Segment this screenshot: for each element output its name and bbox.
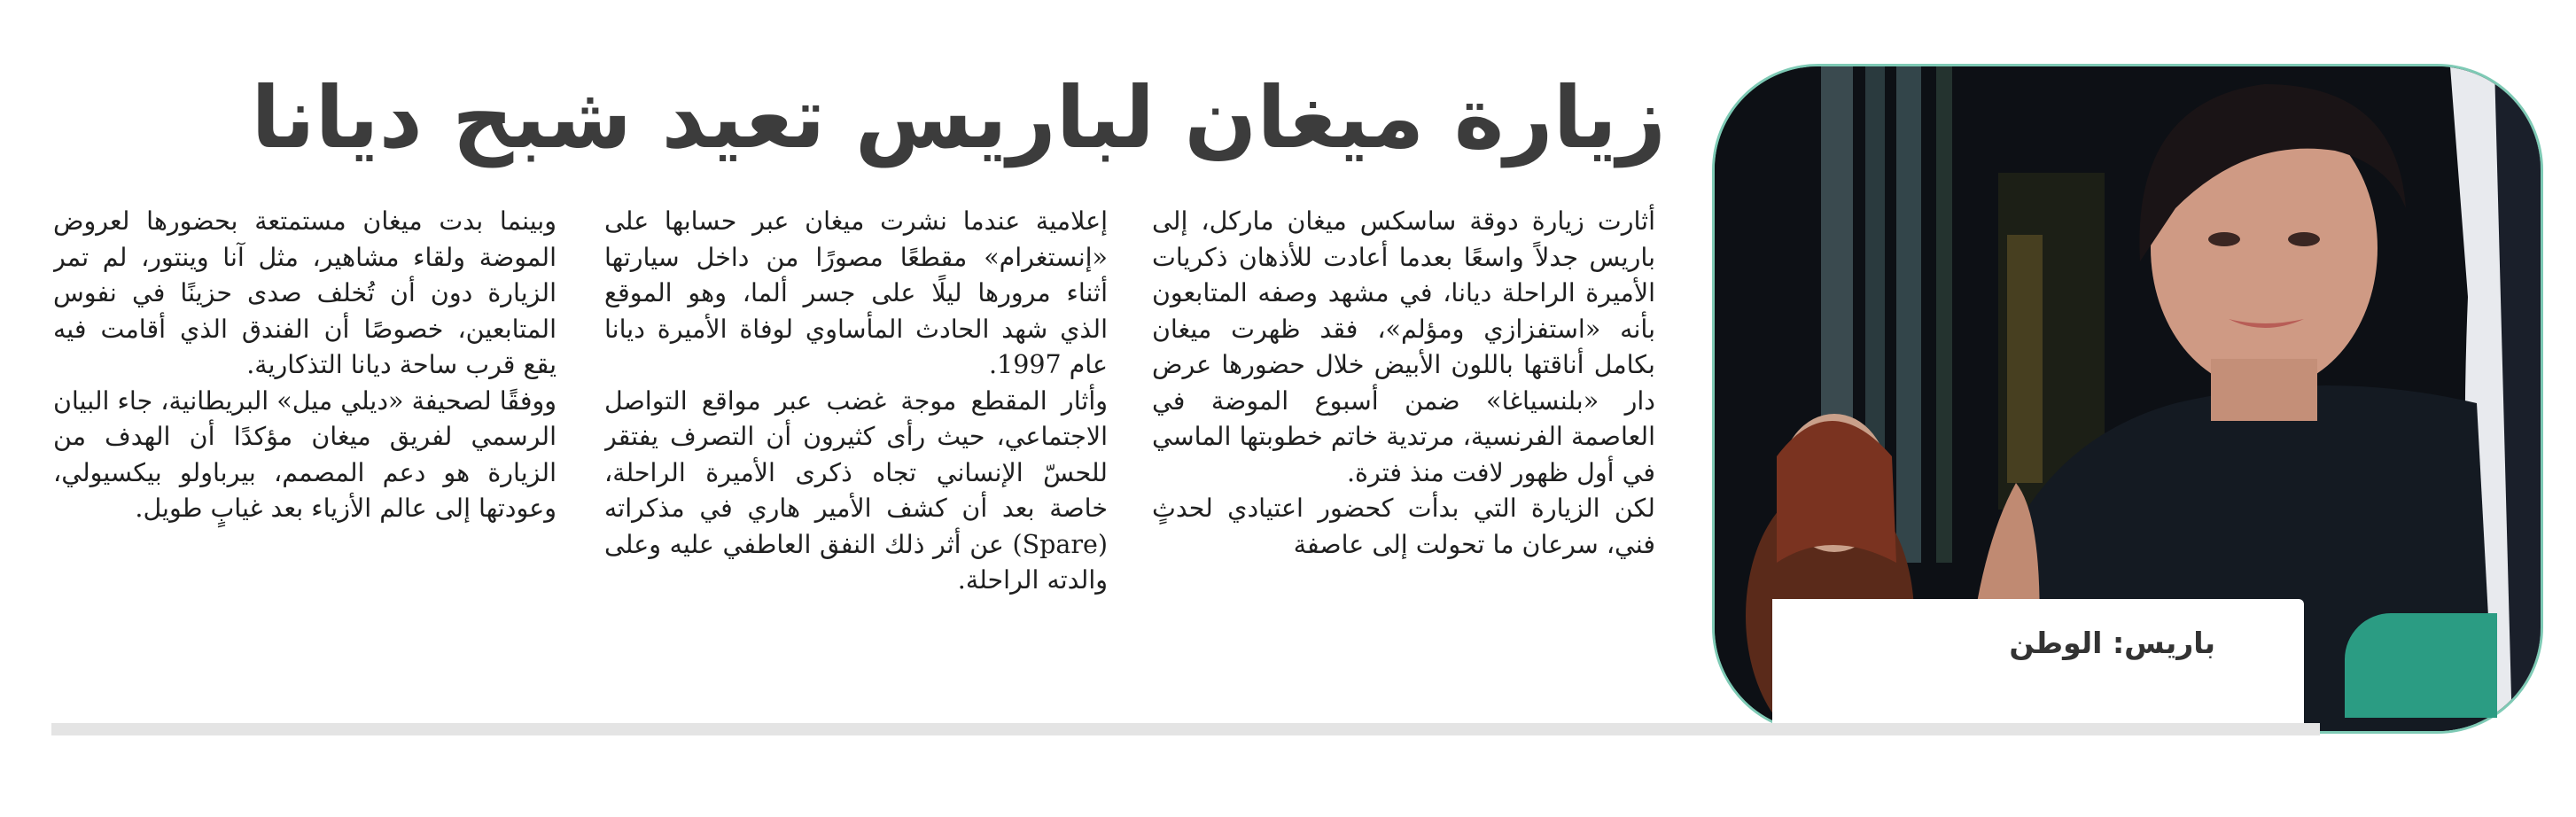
- text-column-1: [1152, 204, 1655, 709]
- paragraph: لكن الزيارة التي بدأت كحضور اعتيادي لحدثٍ فني، سرعان ما تحولت إلى عاصفة: [1152, 494, 1655, 559]
- woman-neck: [2211, 359, 2317, 421]
- text-column-2: [604, 204, 1108, 709]
- eye: [2208, 232, 2240, 246]
- paragraph: وأثار المقطع موجة غضب عبر مواقع التواصل الاجتماعي، حيث رأى كثيرون أن التصرف يفتقر للحسّ الإنساني تجاه ذكرى الأميرة الراحلة، خاصة بعد أن كشف الأمير هاري في مذكراته (Spare) عن أثر ذلك النفق العاطفي عليه وعلى والدته الراحلة.: [604, 385, 1108, 595]
- bottom-rule: [51, 723, 2320, 735]
- paragraph: ووفقًا لصحيفة «ديلي ميل» البريطانية، جاء البيان الرسمي لفريق ميغان مؤكدًا أن الهدف من الزيارة هو دعم المصمم، بيرباولو بيكسيولي، وعودتها إلى عالم الأزياء بعد غيابٍ طويل.: [53, 385, 556, 523]
- paragraph: أثارت زيارة دوقة ساسكس ميغان ماركل، إلى باريس جدلاً واسعًا بعدما أعادت للأذهان ذكريات الأميرة الراحلة ديانا، في مشهد وصفه المتابعون بأنه «استفزازي ومؤلم»، فقد ظهرت ميغان بكامل أناقتها باللون الأبيض خلال حضورها عرض دار «بلنسياغا» ضمن أسبوع الموضة في العاصمة الفرنسية، مرتدية خاتم خطوبتها الماسي في أول ظهور لافت منذ فترة.: [1152, 206, 1655, 487]
- eye: [2288, 232, 2320, 246]
- photo-caption: باريس: الوطن: [2009, 626, 2215, 660]
- background-light: [2007, 235, 2043, 483]
- paragraph: وبينما بدت ميغان مستمتعة بحضورها لعروض الموضة ولقاء مشاهير، مثل آنا وينتور، لم تمر الزيارة دون أن تُخلف صدى حزينًا في نفوس المتابعين، خصوصًا أن الفندق الذي أقامت فيه يقع قرب ساحة ديانا التذكارية.: [53, 206, 556, 379]
- accent-square: [2345, 613, 2497, 718]
- paragraph: إعلامية عندما نشرت ميغان عبر حسابها على «إنستغرام» مقطعًا مصورًا من داخل سيارتها أثناء مرورها ليلًا على جسر ألما، وهو الموقع الذي شهد الحادث المأساوي لوفاة الأميرة ديانا عام 1997.: [604, 206, 1108, 379]
- background-column: [1896, 66, 1921, 563]
- background-column: [1936, 66, 1952, 563]
- headline: زيارة ميغان لباريس تعيد شبح ديانا: [251, 68, 1666, 167]
- text-column-3: [53, 204, 556, 709]
